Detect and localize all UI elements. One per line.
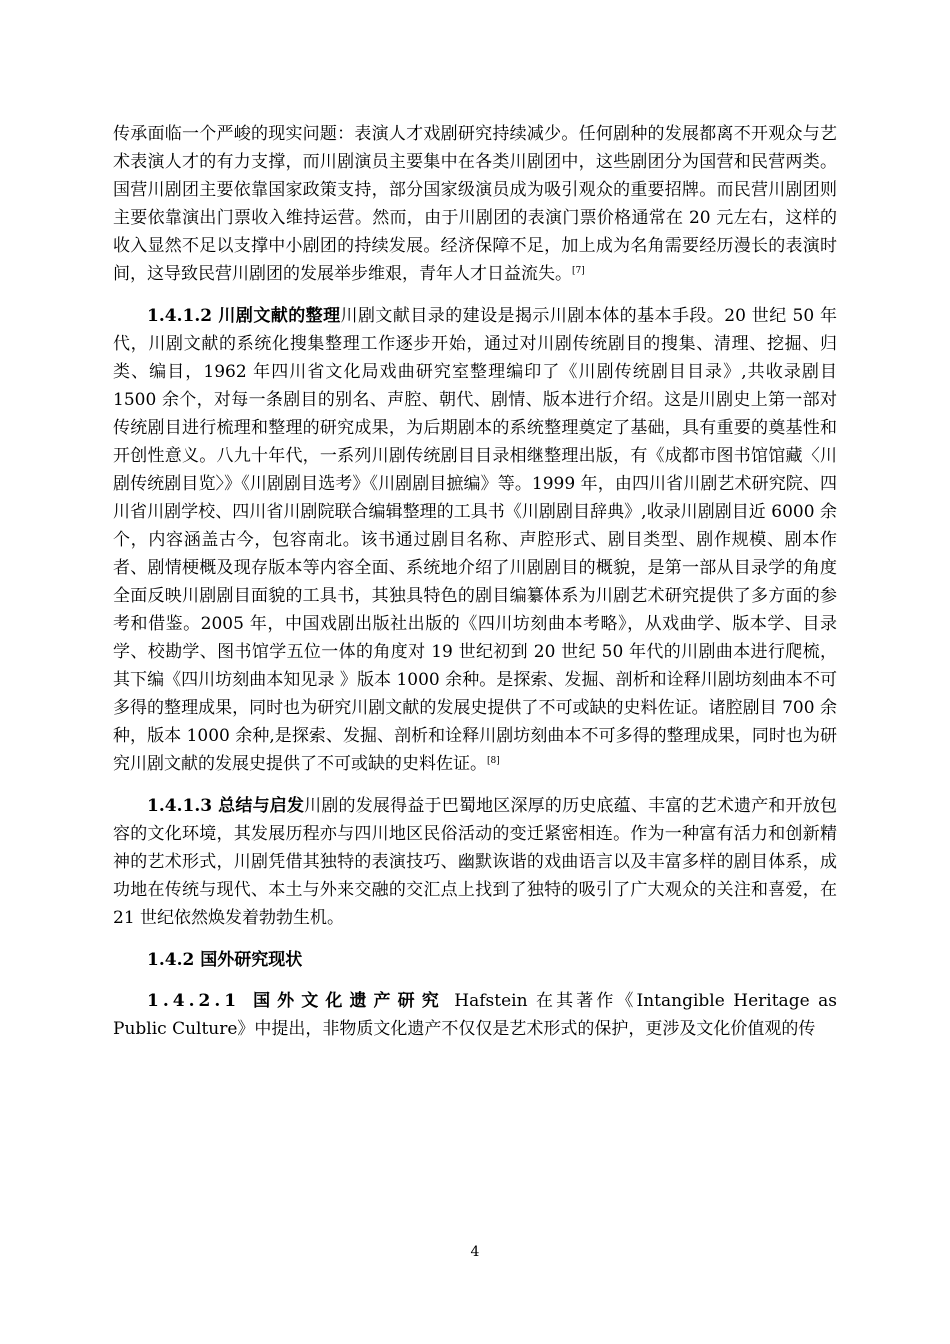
paragraph-performer-loss (113, 120, 837, 288)
paragraph-literature-organization (113, 302, 837, 778)
paragraph-text: 川剧的发展得益于巴蜀地区深厚的历史底蕴、丰富的艺术遗产和开放包容的文化环境，其发展历程亦与四川地区民俗活动的变迁紧密相连。作为一种富有活力和创新精神的艺术形式，川剧凭借其独特的表演技巧、幽默诙谐的戏曲语言以及丰富多样的剧目体系，成功地在传统与现代、本土与外来交融的交汇点上找到了独特的吸引了广大观众的关注和喜爱，在 21 世纪依然焕发着勃勃生机。 (113, 796, 837, 928)
paragraph-text: 川剧文献目录的建设是揭示川剧本体的基本手段。20 世纪 50 年代，川剧文献的系统化搜集整理工作逐步开始，通过对川剧传统剧目的搜集、清理、挖掘、归类、编目，1962 年四川省文化局戏曲研究室整理编印了《川剧传统剧目目录》,共收录剧目 1500 余个，对每一条剧目的别名、声腔、朝代、剧情、版本进行介绍。这是川剧史上第一部对传统剧目进行梳理和整理的研究成果，为后期剧本的系统整理奠定了基础，具有重要的奠基性和开创性意义。八九十年代，一系列川剧传统剧目目录相继整理出版，有《成都市图书馆馆藏〈川剧传统剧目览〉》《川剧剧目选考》《川剧剧目摭编》等。1999 年，由四川省川剧艺术研究院、四川省川剧学校、四川省川剧院联合编辑整理的工具书《川剧剧目辞典》,收录川剧剧目近 6000 余个，内容涵盖古今，包容南北。该书通过剧目名称、声腔形式、剧目类型、剧作规模、剧本作者、剧情梗概及现存版本等内容全面、系统地介绍了川剧剧目的概貌，是第一部从目录学的角度全面反映川剧剧目面貌的工具书，其独具特色的剧目编纂体系为川剧艺术研究提供了多方面的参考和借鉴。2005 年，中国戏剧出版社出版的《四川坊刻曲本考略》，从戏曲学、版本学、目录学、校勘学、图书馆学五位一体的角度对 19 世纪初到 20 世纪 50 年代的川剧曲本进行爬梳，其下编《四川坊刻曲本知见录 》版本 1000 余种。是探索、发掘、剖析和诠释川剧坊刻曲本不可多得的整理成果，同时也为研究川剧文献的发展史提供了不可或缺的史料佐证。诸腔剧目 700 余种，版本 1000 余种,是探索、发掘、剖析和诠释川剧坊刻曲本不可多得的整理成果，同时也为研究川剧文献的发展史提供了不可或缺的史料佐证。 (113, 306, 837, 774)
section-heading-1-4-1-3: 1.4.1.3 总结与启发 (147, 796, 305, 816)
paragraph-text: 传承面临一个严峻的现实问题：表演人才戏剧研究持续减少。任何剧种的发展都离不开观众与艺术表演人才的有力支撑，而川剧演员主要集中在各类川剧团中，这些剧团分为国营和民营两类。国营川剧团主要依靠国家政策支持，部分国家级演员成为吸引观众的重要招牌。而民营川剧团则主要依靠演出门票收入维持运营。然而，由于川剧团的表演门票价格通常在 20 元左右，这样的收入显然不足以支撑中小剧团的持续发展。经济保障不足，加上成为名角需要经历漫长的表演时间，这导致民营川剧团的发展举步维艰，青年人才日益流失。 (113, 124, 837, 284)
paragraph-foreign-research (113, 987, 837, 1043)
body-text (113, 120, 837, 1043)
paragraph-summary (113, 792, 837, 932)
citation-ref: [7] (572, 266, 585, 276)
citation-ref: [8] (487, 756, 500, 766)
paragraph-text: Hafstein 在其著作《Intangible Heritage as Public Culture》中提出，非物质文化遗产不仅仅是艺术形式的保护，更涉及文化价值观的传 (113, 991, 837, 1039)
section-heading-1-4-1-2: 1.4.1.2 川剧文献的整理 (147, 306, 341, 326)
section-heading-1-4-2: 1.4.2 国外研究现状 (147, 950, 303, 970)
page-number: 4 (470, 1244, 480, 1260)
section-heading-1-4-2-1: 1.4.2.1 国外文化遗产研究 (147, 991, 446, 1011)
